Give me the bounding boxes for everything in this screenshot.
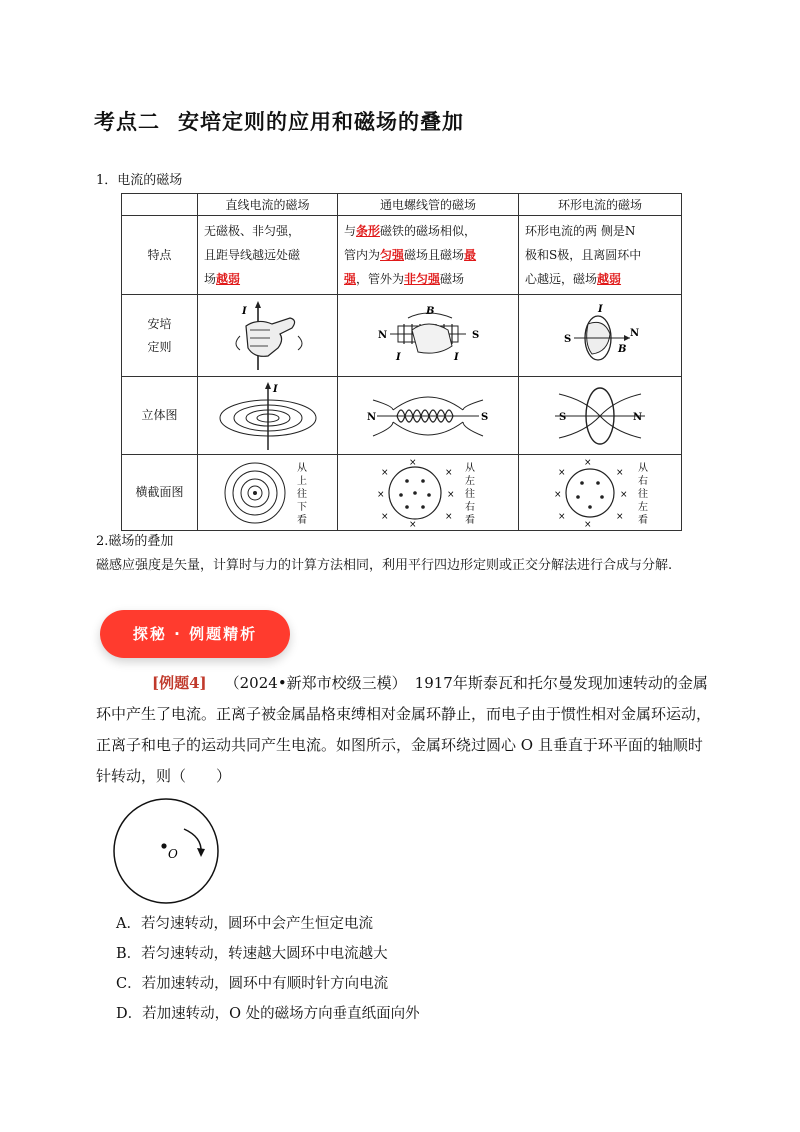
svg-text:N: N: [633, 411, 643, 423]
ring-field-lines-icon: [545, 380, 655, 452]
svg-text:×: ×: [616, 511, 624, 522]
option-b[interactable]: B．若匀速转动，转速越大圆环中电流越大: [116, 946, 388, 962]
svg-text:×: ×: [616, 467, 624, 478]
svg-text:×: ×: [445, 467, 453, 478]
row-label-ampere: 安培 定则: [122, 295, 198, 377]
superposition-paragraph: 磁感应强度是矢量，计算时与力的计算方法相同，利用平行四边形定则或正交分解法进行合成与分解.: [96, 558, 673, 573]
option-a[interactable]: A．若匀速转动，圆环中会产生恒定电流: [116, 916, 373, 932]
svg-text:I: I: [598, 303, 603, 315]
svg-text:S: S: [481, 411, 489, 423]
svg-text:I: I: [272, 383, 278, 395]
svg-text:往: 往: [296, 488, 307, 500]
svg-text:左: 左: [638, 501, 648, 513]
subheading-current-field: 1．电流的磁场: [96, 173, 183, 188]
option-c[interactable]: C．若加速转动，圆环中有顺时针方向电流: [116, 976, 389, 992]
example-question: [96, 668, 716, 792]
subheading-superposition: 2.磁场的叠加: [96, 534, 174, 549]
example-tag: [例题4]: [152, 674, 207, 692]
svg-text:×: ×: [620, 489, 628, 500]
right-hand-ring-icon: [550, 300, 650, 372]
svg-text:N: N: [378, 329, 388, 341]
svg-text:往: 往: [465, 488, 475, 500]
solenoid-field-lines-icon: [363, 380, 493, 452]
svg-text:I: I: [241, 305, 247, 317]
header-empty: [122, 194, 198, 216]
right-hand-straight-icon: [228, 300, 308, 372]
table-row-ampere: [122, 295, 682, 377]
svg-text:B: B: [618, 343, 627, 355]
table-row-stereo: [122, 377, 682, 455]
stereo-solenoid-figure: [338, 377, 519, 455]
example-banner: [100, 610, 290, 658]
svg-text:B: B: [426, 305, 435, 317]
svg-text:从: 从: [465, 462, 475, 474]
dots-crosses-circle-icon: [363, 457, 493, 529]
cross-straight-figure: [198, 455, 338, 531]
table-row-cross-section: [122, 455, 682, 531]
right-hand-solenoid-icon: [368, 300, 488, 372]
row-label-features: 特点: [122, 216, 198, 295]
svg-text:右: 右: [465, 501, 475, 513]
svg-text:×: ×: [584, 457, 592, 468]
svg-text:I: I: [454, 351, 459, 363]
svg-text:×: ×: [377, 489, 385, 500]
header-ring: 环形电流的磁场: [519, 194, 682, 216]
svg-text:看: 看: [465, 514, 475, 526]
svg-text:N: N: [630, 327, 640, 339]
stereo-straight-figure: [198, 377, 338, 455]
svg-text:S: S: [559, 411, 567, 423]
ampere-ring-figure: [519, 295, 682, 377]
svg-text:×: ×: [558, 467, 566, 478]
svg-text:I: I: [396, 351, 401, 363]
concentric-ellipses-icon: [213, 380, 323, 452]
svg-text:×: ×: [584, 519, 592, 529]
cross-ring-figure: [519, 455, 682, 531]
svg-text:往: 往: [638, 488, 648, 500]
dots-crosses-ring-icon: [540, 457, 660, 529]
svg-text:看: 看: [296, 514, 307, 526]
section-heading: 安培定则的应用和磁场的叠加: [178, 110, 464, 134]
concentric-circles-icon: [213, 457, 323, 529]
svg-text:看: 看: [638, 514, 648, 526]
svg-text:S: S: [564, 333, 572, 345]
row-label-cross: 横截面图: [122, 455, 198, 531]
svg-text:下: 下: [296, 501, 307, 513]
svg-text:×: ×: [558, 511, 566, 522]
magnetic-field-table: [121, 193, 682, 531]
feature-solenoid: 与条形磁铁的磁场相似， 管内为匀强磁场且磁场最 强，管外为非匀强磁场: [338, 216, 519, 295]
ampere-solenoid-figure: [338, 295, 519, 377]
center-label-o: O: [168, 847, 178, 861]
banner-label: 探秘 · 例题精析: [132, 625, 258, 643]
feature-straight: 无磁极、非匀强， 且距导线越远处磁 场越弱: [198, 216, 338, 295]
option-d[interactable]: D．若加速转动，O 处的磁场方向垂直纸面向外: [116, 1006, 420, 1022]
stereo-ring-figure: [519, 377, 682, 455]
row-label-stereo: 立体图: [122, 377, 198, 455]
feature-ring: 环形电流的两 侧是N 极和S极，且离圆环中 心越远，磁场越弱: [519, 216, 682, 295]
svg-text:×: ×: [445, 511, 453, 522]
svg-text:×: ×: [381, 511, 389, 522]
table-header-row: [122, 194, 682, 216]
example-text: 1917年斯泰瓦和托尔曼发现加速转动的金属环中产生了电流。正离子被金属晶格束缚相对金属环静止，而电子由于惯性相对金属环运动，正离子和电子的运动共同产生电流。如图所示，金属环绕过圆心 O 且垂直于环平面的轴顺时针转动，则（ ）: [96, 674, 712, 785]
svg-text:从: 从: [296, 462, 307, 474]
svg-text:右: 右: [638, 475, 648, 487]
svg-text:×: ×: [409, 457, 417, 468]
section-title: [94, 106, 464, 136]
svg-text:从: 从: [638, 462, 648, 474]
svg-text:S: S: [472, 329, 480, 341]
svg-text:N: N: [367, 411, 377, 423]
header-solenoid: 通电螺线管的磁场: [338, 194, 519, 216]
header-straight: 直线电流的磁场: [198, 194, 338, 216]
metal-ring-figure: [112, 797, 220, 905]
section-number: 考点二: [94, 110, 160, 134]
svg-text:左: 左: [465, 475, 475, 487]
svg-text:×: ×: [409, 519, 417, 529]
svg-text:×: ×: [381, 467, 389, 478]
svg-text:×: ×: [554, 489, 562, 500]
table-row-features: [122, 216, 682, 295]
ampere-straight-figure: [198, 295, 338, 377]
cross-solenoid-figure: [338, 455, 519, 531]
example-source: （2024•新郑市校级三模）: [224, 674, 407, 692]
svg-text:×: ×: [447, 489, 455, 500]
svg-text:上: 上: [296, 475, 307, 487]
